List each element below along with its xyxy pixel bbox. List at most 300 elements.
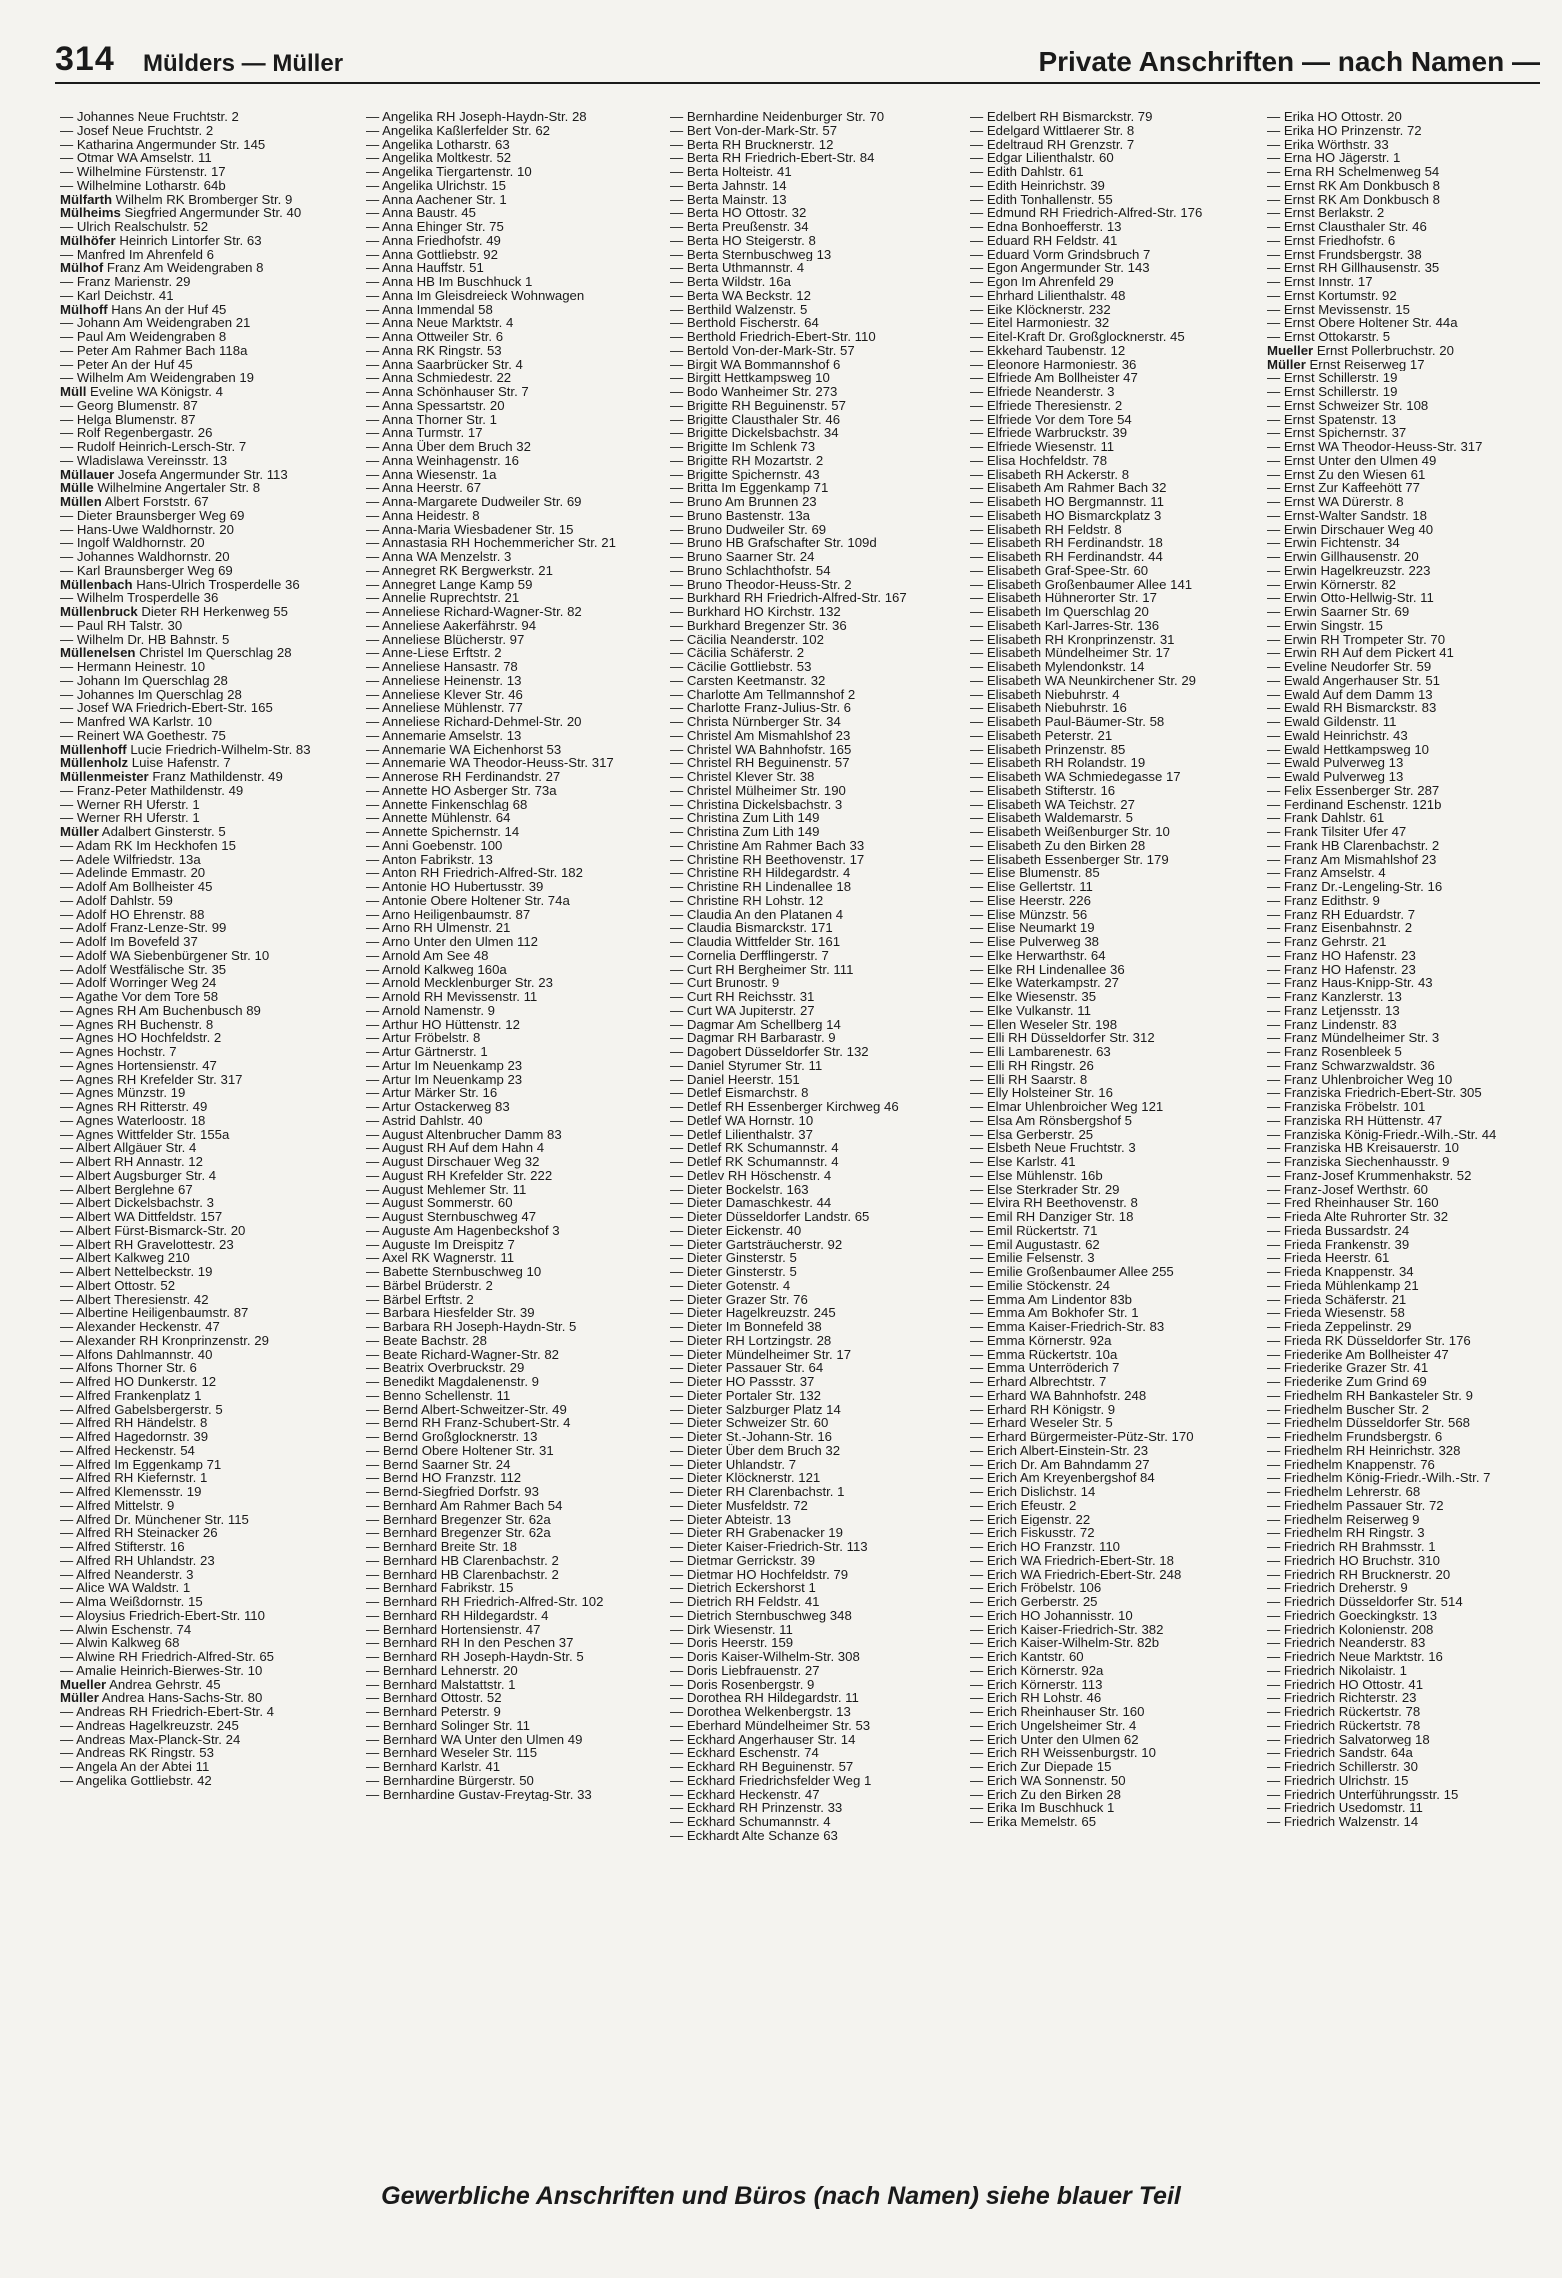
- directory-entry: — Elisabeth Zu den Birken 28: [970, 838, 1146, 853]
- directory-entry: — Franz Uhlenbroicher Weg 10: [1267, 1072, 1453, 1087]
- directory-entry: — Elisabeth Großenbaumer Allee 141: [970, 577, 1193, 592]
- directory-entry: — Alfred Neanderstr. 3: [60, 1567, 194, 1582]
- directory-entry: — Erich HO Johannisstr. 10: [970, 1608, 1133, 1623]
- directory-entry: — Edelbert RH Bismarckstr. 79: [970, 110, 1153, 124]
- directory-entry: — Detlef RH Essenberger Kirchweg 46: [670, 1100, 899, 1114]
- directory-entry: — Anna Wiesenstr. 1a: [366, 467, 497, 482]
- directory-entry: — Agnes Münzstr. 19: [60, 1086, 186, 1100]
- directory-entry: — Elise Gellertstr. 11: [970, 880, 1093, 894]
- directory-entry: — Bernd RH Franz-Schubert-Str. 4: [366, 1416, 571, 1430]
- directory-entry: — Bernd Obere Holtener Str. 31: [366, 1443, 554, 1458]
- directory-entry: — Edmund RH Friedrich-Alfred-Str. 176: [970, 206, 1203, 220]
- directory-entry: — Franz Edithstr. 9: [1267, 893, 1380, 908]
- directory-entry: — Annette Finkenschlag 68: [366, 797, 528, 812]
- directory-entry: — August RH Krefelder Str. 222: [366, 1168, 553, 1183]
- directory-entry: — Karl Deichstr. 41: [60, 288, 174, 303]
- directory-entry: — Christina Zum Lith 149: [670, 825, 820, 839]
- directory-entry: — Friedrich Salvatorweg 18: [1267, 1732, 1430, 1747]
- directory-entry: — Erich Fröbelstr. 106: [970, 1581, 1102, 1595]
- directory-entry: — Ernst Spatenstr. 13: [1267, 412, 1397, 427]
- directory-entry: — Albert Ottostr. 52: [60, 1278, 176, 1293]
- directory-entry: — Elfriede Neanderstr. 3: [970, 385, 1115, 399]
- directory-column-1: [60, 110, 350, 2150]
- directory-entry: — Franz Letjensstr. 13: [1267, 1003, 1400, 1018]
- directory-entry: — Ernst Mevissenstr. 15: [1267, 302, 1410, 317]
- directory-entry: — Birgitt Hettkampsweg 10: [670, 371, 830, 385]
- directory-entry: — Berthild Walzenstr. 5: [670, 302, 808, 317]
- directory-entry: — Alfred Klemensstr. 19: [60, 1485, 202, 1499]
- directory-entry: Müllenbach Hans-Ulrich Trosperdelle 36: [60, 577, 300, 592]
- directory-entry: — Erhard Bürgermeister-Pütz-Str. 170: [970, 1430, 1194, 1444]
- directory-entry: — Felix Essenberger Str. 287: [1267, 783, 1440, 798]
- directory-entry: — Elsa Am Rönsbergshof 5: [970, 1113, 1132, 1128]
- directory-entry: — Bernd HO Franzstr. 112: [366, 1471, 522, 1485]
- directory-entry: — Berta Mainstr. 13: [670, 192, 787, 207]
- directory-entry: — Edith Heinrichstr. 39: [970, 178, 1105, 193]
- directory-entry: — Ewald Angerhauser Str. 51: [1267, 673, 1441, 688]
- directory-entry: — Adolf Am Bollheister 45: [60, 880, 213, 894]
- directory-entry: — Axel RK Wagnerstr. 11: [366, 1251, 515, 1265]
- directory-entry: — Erich Zu den Birken 28: [970, 1787, 1121, 1802]
- directory-entry: — Elisabeth Paul-Bäumer-Str. 58: [970, 715, 1165, 729]
- directory-entry: — Alice WA Waldstr. 1: [60, 1581, 191, 1595]
- directory-entry: — Elisabeth Im Querschlag 20: [970, 605, 1149, 619]
- directory-entry: — Johannes Neue Fruchtstr. 2: [60, 110, 239, 124]
- directory-entry: Müllenbruck Dieter RH Herkenweg 55: [60, 605, 288, 619]
- directory-entry: — Ewald Pulverweg 13: [1267, 770, 1404, 784]
- directory-entry: — Friedhelm RH Heinrichstr. 328: [1267, 1443, 1461, 1458]
- directory-entry: Mülheims Siegfried Angermunder Str. 40: [60, 206, 302, 220]
- directory-entry: — Doris Rosenbergstr. 9: [670, 1677, 815, 1692]
- directory-entry: — Anneliese Richard-Dehmel-Str. 20: [366, 715, 582, 729]
- directory-entry: — Bernhard HB Clarenbachstr. 2: [366, 1553, 559, 1568]
- directory-entry: — Arnold Namenstr. 9: [366, 1003, 496, 1018]
- directory-entry: — Elfriede Theresienstr. 2: [970, 398, 1123, 413]
- directory-entry: — Alfred Frankenplatz 1: [60, 1388, 202, 1403]
- directory-entry: — Erna RH Schelmenweg 54: [1267, 165, 1440, 179]
- directory-entry: — Wladislawa Vereinsstr. 13: [60, 453, 228, 468]
- directory-entry: — Bernhard Hortensienstr. 47: [366, 1622, 541, 1637]
- directory-entry: — Emilie Stöckenstr. 24: [970, 1278, 1110, 1293]
- directory-entry: — Ernst Schillerstr. 19: [1267, 371, 1398, 385]
- directory-entry: — Dieter Im Bonnefeld 38: [670, 1320, 822, 1334]
- directory-entry: — Friedrich RH Brahmsstr. 1: [1267, 1540, 1436, 1554]
- directory-entry: — Anna Heidestr. 8: [366, 508, 480, 523]
- directory-entry: — Erich Dislichstr. 14: [970, 1485, 1096, 1499]
- directory-entry: — Edith Dahlstr. 61: [970, 165, 1084, 179]
- directory-entry: — Annerose RH Ferdinandstr. 27: [366, 770, 561, 784]
- directory-column-2: [366, 110, 656, 2150]
- directory-entry: — Alma Weißdornstr. 15: [60, 1595, 203, 1609]
- directory-entry: — Alwin Kalkweg 68: [60, 1636, 180, 1650]
- directory-entry: — Rolf Regenbergastr. 26: [60, 426, 213, 440]
- directory-entry: — Ernst RH Gillhausenstr. 35: [1267, 261, 1440, 275]
- directory-entry: — Elisabeth RH Ferdinandstr. 44: [970, 550, 1163, 564]
- directory-entry: — Ernst Zur Kaffeehött 77: [1267, 481, 1420, 495]
- directory-entry: — Franziska Fröbelstr. 101: [1267, 1100, 1426, 1114]
- directory-entry: — Arno Unter den Ulmen 112: [366, 935, 539, 949]
- directory-entry: — Dieter Ginsterstr. 5: [670, 1265, 797, 1279]
- directory-entry: — Agnes Waterloostr. 18: [60, 1113, 206, 1128]
- directory-entry: — Johann Im Querschlag 28: [60, 673, 228, 688]
- directory-entry: — Erich Albert-Einstein-Str. 23: [970, 1443, 1149, 1458]
- directory-entry: — Anni Goebenstr. 100: [366, 838, 503, 853]
- directory-entry: — Christel Mülheimer Str. 190: [670, 783, 846, 798]
- directory-entry: — Bernhard Bregenzer Str. 62a: [366, 1512, 551, 1527]
- directory-entry: — Erich Rheinhauser Str. 160: [970, 1705, 1145, 1719]
- directory-entry: — Friedhelm Frundsbergstr. 6: [1267, 1430, 1443, 1444]
- directory-entry: — Friedrich Rückertstr. 78: [1267, 1705, 1421, 1719]
- directory-entry: — Anneliese Mühlenstr. 77: [366, 701, 523, 715]
- directory-entry: — Friedrich Dreherstr. 9: [1267, 1581, 1408, 1595]
- directory-entry: — Adolf Im Bovefeld 37: [60, 935, 198, 949]
- directory-entry: — Bernd Großglocknerstr. 13: [366, 1430, 538, 1444]
- directory-entry: — Arnold Mecklenburger Str. 23: [366, 976, 553, 990]
- directory-entry: — Ernst Schweizer Str. 108: [1267, 398, 1429, 413]
- directory-entry: — Claudia Bismarckstr. 171: [670, 921, 833, 935]
- directory-entry: — Elisabeth Prinzenstr. 85: [970, 742, 1126, 757]
- directory-entry: — Annegret Lange Kamp 59: [366, 577, 533, 592]
- directory-entry: — Curt RH Bergheimer Str. 111: [670, 962, 854, 977]
- directory-entry: — Frieda Heerstr. 61: [1267, 1251, 1390, 1265]
- directory-entry: — Elly Holsteiner Str. 16: [970, 1086, 1113, 1100]
- directory-entry: — Friedhelm König-Friedr.-Wilh.-Str. 7: [1267, 1471, 1491, 1485]
- directory-entry: — Josef WA Friedrich-Ebert-Str. 165: [60, 701, 273, 715]
- directory-entry: — Erwin Otto-Hellwig-Str. 11: [1267, 591, 1434, 605]
- directory-entry: — Dieter Hagelkreuzstr. 245: [670, 1306, 836, 1320]
- directory-entry: — Dagmar RH Barbarastr. 9: [670, 1031, 836, 1045]
- directory-entry: — Annemarie WA Eichenhorst 53: [366, 742, 562, 757]
- directory-entry: — Elisabeth WA Schmiedegasse 17: [970, 770, 1181, 784]
- directory-entry: — Elise Münzstr. 56: [970, 907, 1088, 922]
- directory-entry: — Cäcilia Neanderstr. 102: [670, 632, 824, 647]
- directory-entry: — Emma Am Bokhofer Str. 1: [970, 1306, 1139, 1320]
- directory-entry: Mülhof Franz Am Weidengraben 8: [60, 261, 264, 275]
- directory-entry: — Werner RH Uferstr. 1: [60, 811, 200, 825]
- directory-entry: — Ernst Friedhofstr. 6: [1267, 233, 1396, 248]
- directory-entry: — Dorothea RH Hildegardstr. 11: [670, 1691, 859, 1705]
- directory-entry: — Georg Blumenstr. 87: [60, 398, 198, 413]
- directory-entry: — Anna WA Menzelstr. 3: [366, 550, 512, 564]
- directory-entry: — August Altenbrucher Damm 83: [366, 1127, 562, 1142]
- directory-entry: — Friedrich Goeckingkstr. 13: [1267, 1608, 1438, 1623]
- directory-entry: — Burkhard HO Kirchstr. 132: [670, 605, 841, 619]
- directory-entry: — Anna Schmiedestr. 22: [366, 371, 512, 385]
- directory-entry: — Erich RH Lohstr. 46: [970, 1691, 1102, 1705]
- directory-entry: — Ulrich Realschulstr. 52: [60, 220, 209, 234]
- directory-entry: — Erich Ungelsheimer Str. 4: [970, 1718, 1137, 1733]
- directory-entry: — Eleonore Harmoniestr. 36: [970, 357, 1137, 372]
- directory-entry: — Erich Unter den Ulmen 62: [970, 1732, 1139, 1747]
- directory-entry: — Alwine RH Friedrich-Alfred-Str. 65: [60, 1650, 274, 1664]
- directory-entry: — Friederike Zum Grind 69: [1267, 1375, 1427, 1389]
- directory-entry: — Frank HB Clarenbachstr. 2: [1267, 838, 1440, 853]
- directory-entry: — Arnold Am See 48: [366, 948, 489, 963]
- directory-entry: Müllenelsen Christel Im Querschlag 28: [60, 646, 292, 660]
- directory-entry: — Anna Saarbrücker Str. 4: [366, 357, 523, 372]
- directory-entry: — Angela An der Abtei 11: [60, 1760, 210, 1774]
- directory-entry: — Arnold Kalkweg 160a: [366, 962, 507, 977]
- directory-entry: — Bruno Theodor-Heuss-Str. 2: [670, 577, 852, 592]
- directory-entry: — Franz Dr.-Lengeling-Str. 16: [1267, 880, 1443, 894]
- directory-entry: — August RH Auf dem Hahn 4: [366, 1141, 545, 1155]
- directory-entry: — Friedhelm Passauer Str. 72: [1267, 1498, 1444, 1513]
- directory-entry: — Dieter Portaler Str. 132: [670, 1388, 821, 1403]
- directory-entry: — Eckhardt Alte Schanze 63: [670, 1828, 838, 1843]
- directory-entry: — Elisabeth Stifterstr. 16: [970, 783, 1116, 798]
- directory-entry: — Ewald Hettkampsweg 10: [1267, 742, 1429, 757]
- directory-entry: — Angelika RH Joseph-Haydn-Str. 28: [366, 110, 587, 124]
- directory-entry: — Artur Ostackerweg 83: [366, 1100, 510, 1114]
- directory-entry: — Dieter Passauer Str. 64: [670, 1361, 824, 1375]
- directory-entry: — Alfred Dr. Münchener Str. 115: [60, 1512, 249, 1527]
- directory-entry: — Friedrich Neanderstr. 83: [1267, 1636, 1426, 1650]
- directory-entry: — Friedrich Usedomstr. 11: [1267, 1801, 1423, 1815]
- directory-entry: — Erich Am Kreyenbergshof 84: [970, 1471, 1155, 1485]
- directory-entry: — Paul Am Weidengraben 8: [60, 330, 227, 344]
- directory-entry: — Eckhard Angerhauser Str. 14: [670, 1732, 856, 1747]
- directory-entry: — Franz Amselstr. 4: [1267, 866, 1386, 880]
- directory-entry: — Werner RH Uferstr. 1: [60, 797, 200, 812]
- directory-entry: — Berta RH Friedrich-Ebert-Str. 84: [670, 151, 875, 165]
- directory-entry: — Antonie Obere Holtener Str. 74a: [366, 893, 570, 908]
- directory-entry: — Dieter Grazer Str. 76: [670, 1292, 808, 1307]
- directory-entry: — Anna Baustr. 45: [366, 206, 476, 220]
- directory-entry: — Friederike Grazer Str. 41: [1267, 1361, 1429, 1375]
- directory-entry: Mülle Wilhelmine Angertaler Str. 8: [60, 481, 261, 495]
- directory-entry: — Berthold Friedrich-Ebert-Str. 110: [670, 330, 876, 344]
- directory-entry: — Elise Heerstr. 226: [970, 893, 1091, 908]
- directory-entry: — Anna Schönhauser Str. 7: [366, 385, 529, 399]
- directory-entry: — Elsa Gerberstr. 25: [970, 1127, 1094, 1142]
- directory-entry: — Albert Allgäuer Str. 4: [60, 1141, 197, 1155]
- directory-entry: — Franz Eisenbahnstr. 2: [1267, 921, 1413, 935]
- directory-entry: — Elke Herwarthstr. 64: [970, 948, 1106, 963]
- directory-entry: — Berta Preußenstr. 34: [670, 220, 809, 234]
- directory-entry: — Erwin Saarner Str. 69: [1267, 605, 1410, 619]
- directory-entry: — Adolf WA Siebenbürgener Str. 10: [60, 948, 270, 963]
- directory-entry: — Bernhard Bregenzer Str. 62a: [366, 1526, 551, 1540]
- directory-entry: — Elisabeth Peterstr. 21: [970, 728, 1113, 743]
- directory-entry: — Franz-Josef Krummenhakstr. 52: [1267, 1168, 1472, 1183]
- directory-entry: — Elli RH Ringstr. 26: [970, 1058, 1094, 1073]
- directory-entry: — Erhard WA Bahnhofstr. 248: [970, 1388, 1147, 1403]
- directory-entry: — Brigitte RH Mozartstr. 2: [670, 453, 824, 468]
- directory-entry: — Franz Haus-Knipp-Str. 43: [1267, 976, 1433, 990]
- directory-entry: — Erich Körnerstr. 92a: [970, 1663, 1104, 1678]
- directory-entry: — Christine RH Beethovenstr. 17: [670, 852, 865, 867]
- directory-entry: Müllen Albert Forststr. 67: [60, 495, 209, 509]
- directory-entry: — Friedrich Neue Marktstr. 16: [1267, 1650, 1443, 1664]
- directory-entry: — Emma Rückertstr. 10a: [970, 1347, 1118, 1362]
- directory-entry: — Albert Kalkweg 210: [60, 1251, 190, 1265]
- directory-entry: — Johann Am Weidengraben 21: [60, 316, 251, 330]
- directory-entry: — Bernhard HB Clarenbachstr. 2: [366, 1567, 559, 1582]
- directory-entry: — Alfred RH Steinacker 26: [60, 1526, 218, 1540]
- directory-entry: — Fred Rheinhauser Str. 160: [1267, 1196, 1439, 1210]
- directory-entry: — Friedrich HO Ottostr. 41: [1267, 1677, 1424, 1692]
- directory-entry: — Emil Augustastr. 62: [970, 1237, 1100, 1252]
- directory-entry: — Alfred RH Kiefernstr. 1: [60, 1471, 208, 1485]
- directory-entry: — Burkhard Bregenzer Str. 36: [670, 618, 847, 633]
- directory-entry: — Artur Gärtnerstr. 1: [366, 1045, 488, 1059]
- directory-entry: — Burkhard RH Friedrich-Alfred-Str. 167: [670, 591, 907, 605]
- directory-entry: — Egon Im Ahrenfeld 29: [970, 275, 1114, 289]
- directory-entry: — Elisabeth RH Ackerstr. 8: [970, 467, 1130, 482]
- directory-entry: — Andreas RK Ringstr. 53: [60, 1746, 214, 1760]
- directory-entry: — Artur Fröbelstr. 8: [366, 1031, 481, 1045]
- directory-entry: — Bernhard RH Joseph-Haydn-Str. 5: [366, 1650, 584, 1664]
- directory-entry: — Frank Dahlstr. 61: [1267, 811, 1385, 825]
- directory-entry: — Alfred Hagedornstr. 39: [60, 1430, 209, 1444]
- directory-entry: — Ewald RH Bismarckstr. 83: [1267, 701, 1437, 715]
- directory-entry: — Ewald Heinrichstr. 43: [1267, 728, 1408, 743]
- directory-entry: — Friedrich Richterstr. 23: [1267, 1691, 1417, 1705]
- directory-entry: — Bernhard Karlstr. 41: [366, 1760, 501, 1774]
- directory-entry: — Elise Pulverweg 38: [970, 935, 1100, 949]
- directory-entry: — Ernst Clausthaler Str. 46: [1267, 220, 1427, 234]
- directory-entry: — Eckhard RH Prinzenstr. 33: [670, 1801, 843, 1815]
- directory-entry: — Emma Körnerstr. 92a: [970, 1333, 1112, 1348]
- directory-entry: — Annette HO Asberger Str. 73a: [366, 783, 557, 798]
- directory-entry: — Albert Theresienstr. 42: [60, 1292, 209, 1307]
- directory-entry: — Else Karlstr. 41: [970, 1155, 1076, 1169]
- directory-entry: — Dietrich RH Feldstr. 41: [670, 1595, 820, 1609]
- directory-entry: — Adolf Franz-Lenze-Str. 99: [60, 921, 227, 935]
- directory-entry: — Frieda RK Düsseldorfer Str. 176: [1267, 1333, 1471, 1348]
- directory-entry: — Bernhardine Gustav-Freytag-Str. 33: [366, 1787, 592, 1802]
- directory-entry: — Friedhelm Buscher Str. 2: [1267, 1402, 1429, 1417]
- directory-entry: — Friedhelm RH Ringstr. 3: [1267, 1526, 1425, 1540]
- directory-entry: — Frieda Alte Ruhrorter Str. 32: [1267, 1210, 1449, 1224]
- directory-entry: — Elfriede Am Bollheister 47: [970, 371, 1138, 385]
- directory-entry: — Franziska Friedrich-Ebert-Str. 305: [1267, 1086, 1482, 1100]
- directory-entry: — Brigitte Im Schlenk 73: [670, 440, 816, 454]
- directory-entry: — August Dirschauer Weg 32: [366, 1155, 540, 1169]
- directory-entry: — Dietrich Sternbuschweg 348: [670, 1608, 852, 1623]
- directory-entry: — Bernhard Malstattstr. 1: [366, 1677, 516, 1692]
- directory-entry: — Bernhard Weseler Str. 115: [366, 1746, 538, 1760]
- directory-entry: — Adele Wilfriedstr. 13a: [60, 852, 201, 867]
- directory-entry: — Emil Rückertstr. 71: [970, 1223, 1098, 1238]
- directory-entry: — Erwin RH Trompeter Str. 70: [1267, 632, 1446, 647]
- directory-entry: — Elli Lambarenestr. 63: [970, 1045, 1111, 1059]
- directory-entry: Müllenmeister Franz Mathildenstr. 49: [60, 770, 283, 784]
- directory-entry: — Auguste Am Hagenbeckshof 3: [366, 1223, 560, 1238]
- directory-entry: — Anton RH Friedrich-Alfred-Str. 182: [366, 866, 583, 880]
- directory-entry: — Christel RH Beguinenstr. 57: [670, 756, 850, 770]
- directory-entry: — Anna Spessartstr. 20: [366, 398, 505, 413]
- directory-entry: — Edna Bonhoefferstr. 13: [970, 220, 1122, 234]
- directory-entry: — Friedrich HO Bruchstr. 310: [1267, 1553, 1440, 1568]
- directory-entry: — Erwin RH Auf dem Pickert 41: [1267, 646, 1454, 660]
- directory-entry: — Elisabeth HO Bergmannstr. 11: [970, 495, 1164, 509]
- directory-entry: — Charlotte Franz-Julius-Str. 6: [670, 701, 852, 715]
- directory-entry: — Erich WA Friedrich-Ebert-Str. 18: [970, 1553, 1174, 1568]
- directory-entry: — Erich Zur Diepade 15: [970, 1760, 1112, 1774]
- directory-entry: — Franz Kanzlerstr. 13: [1267, 990, 1402, 1004]
- directory-entry: — Anneliese Blücherstr. 97: [366, 632, 525, 647]
- directory-entry: — Eitel-Kraft Dr. Großglocknerstr. 45: [970, 330, 1185, 344]
- directory-entry: — Brigitte Clausthaler Str. 46: [670, 412, 841, 427]
- directory-entry: — Erwin Körnerstr. 82: [1267, 577, 1396, 592]
- directory-entry: — Eckhard Schumannstr. 4: [670, 1815, 831, 1829]
- directory-entry: — Christine RH Hildegardstr. 4: [670, 866, 851, 880]
- directory-entry: — Dieter Schweizer Str. 60: [670, 1416, 829, 1430]
- directory-entry: — Erika HO Ottostr. 20: [1267, 110, 1402, 124]
- directory-entry: — Anna Über dem Bruch 32: [366, 440, 531, 454]
- directory-entry: — Agnes Hochstr. 7: [60, 1045, 177, 1059]
- directory-entry: — Ingolf Waldhornstr. 20: [60, 536, 205, 550]
- directory-entry: Müllenholz Luise Hafenstr. 7: [60, 756, 231, 770]
- directory-entry: — Curt WA Jupiterstr. 27: [670, 1003, 815, 1018]
- directory-entry: — Beate Bachstr. 28: [366, 1333, 487, 1348]
- directory-entry: — Erich Efeustr. 2: [970, 1498, 1077, 1513]
- directory-entry: — Anneliese Heinenstr. 13: [366, 673, 522, 688]
- directory-entry: — Frieda Wiesenstr. 58: [1267, 1306, 1405, 1320]
- directory-entry: — Christel Klever Str. 38: [670, 770, 815, 784]
- directory-entry: — Alfred HO Dunkerstr. 12: [60, 1375, 217, 1389]
- directory-entry: — Elisabeth Graf-Spee-Str. 60: [970, 563, 1149, 578]
- directory-entry: — Alfred Mittelstr. 9: [60, 1498, 175, 1513]
- directory-entry: — Detlef RK Schumannstr. 4: [670, 1155, 839, 1169]
- directory-entry: — Dieter Abteistr. 13: [670, 1512, 791, 1527]
- directory-entry: — Franz HO Hafenstr. 23: [1267, 948, 1416, 963]
- directory-entry: — Bernhard Lehnerstr. 20: [366, 1663, 518, 1678]
- directory-entry: — Bernhard Solinger Str. 11: [366, 1718, 530, 1733]
- directory-entry: — Artur Im Neuenkamp 23: [366, 1072, 523, 1087]
- directory-entry: — Bruno Bastenstr. 13a: [670, 508, 811, 523]
- directory-entry: — Berta Wildstr. 16a: [670, 275, 791, 289]
- directory-entry: — Bernhardine Neidenburger Str. 70: [670, 110, 885, 124]
- directory-entry: — Benno Schellenstr. 11: [366, 1388, 511, 1403]
- directory-entry: — Ernst Obere Holtener Str. 44a: [1267, 316, 1458, 330]
- directory-entry: — Erika Memelstr. 65: [970, 1815, 1097, 1829]
- directory-entry: — Alexander RH Kronprinzenstr. 29: [60, 1333, 269, 1348]
- directory-entry: — Elvira RH Beethovenstr. 8: [970, 1196, 1138, 1210]
- directory-entry: — Elisabeth Mylendonkstr. 14: [970, 660, 1145, 674]
- directory-entry: — Berta Sternbuschweg 13: [670, 247, 832, 262]
- directory-entry: — Ernst-Walter Sandstr. 18: [1267, 508, 1428, 523]
- directory-entry: — Alfred Stifterstr. 16: [60, 1540, 185, 1554]
- directory-entry: — Ernst RK Am Donkbusch 8: [1267, 178, 1440, 193]
- directory-entry: — Cäcilia Schäferstr. 2: [670, 646, 805, 660]
- directory-entry: — Friedrich Schillerstr. 30: [1267, 1760, 1418, 1774]
- directory-entry: — Ernst Innstr. 17: [1267, 275, 1373, 289]
- directory-entry: — Frieda Frankenstr. 39: [1267, 1237, 1410, 1252]
- directory-entry: — Dagmar Am Schellberg 14: [670, 1017, 841, 1032]
- directory-entry: — Elfriede Wiesenstr. 11: [970, 440, 1115, 454]
- directory-entry: — Wilhelmine Fürstenstr. 17: [60, 165, 226, 179]
- directory-entry: — Franz Lindenstr. 83: [1267, 1017, 1397, 1032]
- directory-entry: — Frieda Knappenstr. 34: [1267, 1265, 1414, 1279]
- directory-entry: — Beatrix Overbruckstr. 29: [366, 1361, 525, 1375]
- directory-entry: — Carsten Keetmanstr. 32: [670, 673, 826, 688]
- directory-entry: — Elise Blumenstr. 85: [970, 866, 1100, 880]
- directory-entry: — Hans-Uwe Waldhornstr. 20: [60, 522, 234, 537]
- directory-entry: — Berta Jahnstr. 14: [670, 178, 787, 193]
- directory-entry: — Arthur HO Hüttenstr. 12: [366, 1017, 520, 1032]
- directory-entry: — Andreas Max-Planck-Str. 24: [60, 1732, 241, 1747]
- directory-entry: — Ernst WA Dürerstr. 8: [1267, 495, 1404, 509]
- directory-entry: — Dirk Wiesenstr. 11: [670, 1622, 793, 1637]
- directory-entry: — Bernhardine Bürgerstr. 50: [366, 1773, 534, 1788]
- directory-entry: Müllenhoff Lucie Friedrich-Wilhelm-Str. 83: [60, 742, 311, 757]
- directory-entry: — Franz Mündelheimer Str. 3: [1267, 1031, 1440, 1045]
- directory-entry: — Ekkehard Taubenstr. 12: [970, 343, 1126, 358]
- directory-entry: — Ernst Ottokarstr. 5: [1267, 330, 1391, 344]
- directory-entry: — Albert WA Dittfeldstr. 157: [60, 1210, 223, 1224]
